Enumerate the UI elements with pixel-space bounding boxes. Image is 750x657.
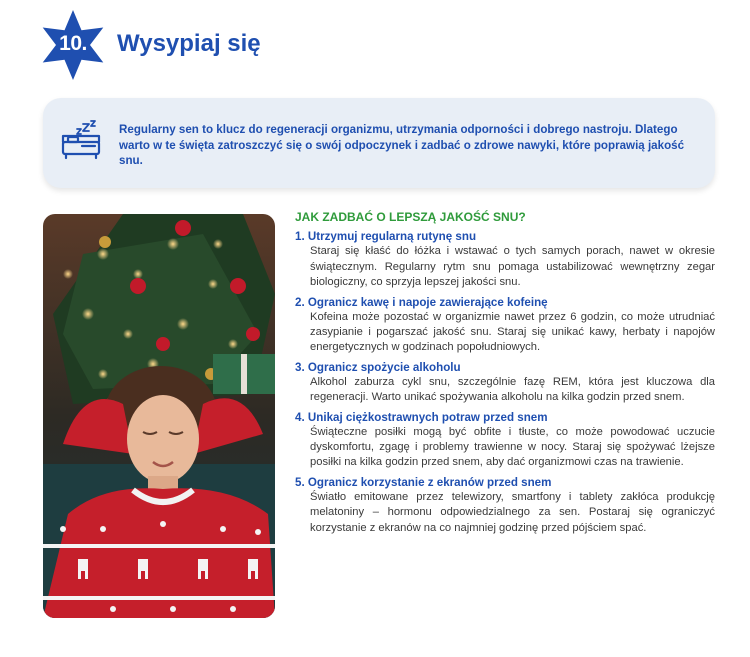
section-heading: JAK ZADBAĆ O LEPSZĄ JAKOŚĆ SNU?: [295, 210, 526, 224]
page-title: Wysypiaj się: [117, 30, 261, 57]
intro-text: Regularny sen to klucz do regeneracji organizmu, utrzymania odporności i dobrego nastroju. Dlatego warto w te święta zatroszczyć się o swój odpoczynek i zadbać o zdrowe nawyki, które poprawią jakość snu.: [119, 123, 685, 167]
tip-title: 4. Unikaj ciężkostrawnych potraw przed snem: [295, 410, 548, 424]
tip-item: [295, 475, 715, 536]
tip-body: Kofeina może pozostać w organizmie nawet przez 6 godzin, co może utrudniać zasypianie i pogarszać jakość snu. Staraj się unikać kawy, herbaty i napojów energetycznych w godzinach popołudniowych.: [310, 310, 715, 354]
tip-body: Staraj się kłaść do łóżka i wstawać o tych samych porach, nawet w okresie świątecznym. Regularny rytm snu pomaga ustabilizować wewnętrzny zegar biologiczny, co sprzyja lepszej jakości snu.: [310, 245, 715, 289]
tip-title: 2. Ogranicz kawę i napoje zawierające kofeinę: [295, 295, 548, 309]
tip-body: Alkohol zaburza cykl snu, szczególnie fazę REM, która jest kluczowa dla regeneracji. Warto unikać spożywania alkoholu na kilka godzin przed snem.: [310, 375, 715, 404]
number-star-badge: [38, 10, 108, 80]
sleep-tips-section: [295, 210, 715, 540]
tip-title: 1. Utrzymuj regularną rutynę snu: [295, 230, 477, 244]
intro-box: [43, 98, 715, 188]
section-number: 10.: [59, 32, 87, 55]
tip-body: Świąteczne posiłki mogą być obfite i tłuste, co może powodować uczucie dyskomfortu, zgagę i problemy trawienne w nocy. Staraj się spożywać lżejsze posiłki na kilka godzin przed snem, aby dać organizmowi czas na trawienie.: [310, 425, 715, 469]
tip-title: 5. Ogranicz korzystanie z ekranów przed snem: [295, 475, 552, 489]
tip-item: [295, 360, 715, 406]
tip-title: 3. Ogranicz spożycie alkoholu: [295, 360, 461, 374]
tip-item: [295, 295, 715, 356]
tip-body: Światło emitowane przez telewizory, smartfony i tablety zakłóca produkcję melatoniny – hormonu odpowiedzialnego za sen. Postaraj się ograniczyć korzystanie z ekranów na co najmniej godzinę przed pójściem spać.: [310, 490, 715, 534]
woman-under-christmas-tree-image: [43, 214, 275, 618]
sleeping-bed-icon: [59, 120, 103, 164]
tip-item: [295, 229, 715, 290]
tip-item: [295, 410, 715, 471]
